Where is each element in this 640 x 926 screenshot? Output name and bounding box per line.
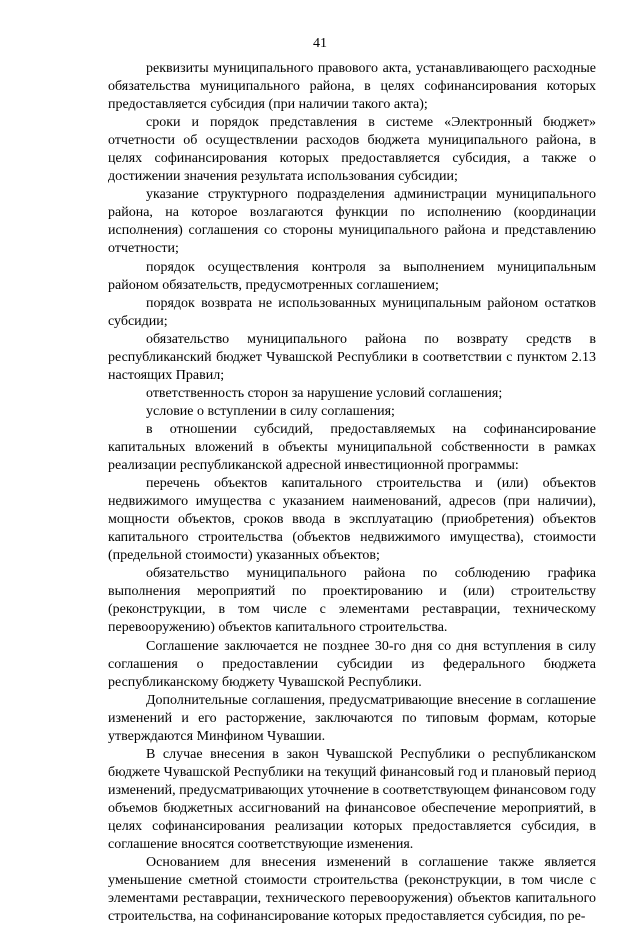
document-body [108,60,596,926]
paragraph-schedule-obligation: обязательство муниципального района по соблюдению графика выполнения мероприятий по проектированию и (или) строительству (реконструкции, в том числе с элементами реставрации, техническому перевооружению) объектов капитального строительства. [108,566,596,636]
paragraph-refund-obligation: обязательство муниципального района по возврату средств в республиканский бюджет Чувашской Республики в соответствии с пунктом 2.13 настоящих Правил; [108,331,596,383]
paragraph-cost-reduction-basis: Основанием для внесения изменений в соглашение также является уменьшение сметной стоимости строительства (реконструкции, в том числе с элементами реставрации, технического перевооружения) объектов капитального строительства, на софинансирование которых предоставляется субсидия, по ре- [108,855,596,925]
paragraph-additional-agreements: Дополнительные соглашения, предусматривающие внесение в соглашение изменений и его расторжение, заключаются по типовым формам, которые утверждаются Минфином Чувашии. [108,692,596,744]
paragraph-control-procedure: порядок осуществления контроля за выполнением муниципальным районом обязательств, предусмотренных соглашением; [108,259,596,293]
page-number: 41 [313,36,327,51]
paragraph-reporting-terms: сроки и порядок представления в системе «Электронный бюджет» отчетности об осуществлении расходов бюджета муниципального района, в целях софинансирования которых предоставляется субсидия, а также о достижении значения результата использования субсидии; [108,115,596,185]
paragraph-legal-act-details: реквизиты муниципального правового акта, устанавливающего расходные обязательства муниципального района, в целях софинансирования которых предоставляется субсидия (при наличии такого акта); [108,61,596,113]
paragraph-budget-law-changes: В случае внесения в закон Чувашской Республики о республиканском бюджете Чувашской Республики на текущий финансовый год и плановый период изменений, предусматривающих уточнение в соответствующем финансовом году объемов бюджетных ассигнований на финансовое обеспечение мероприятий, в целях софинансирования реализации которых предоставляется субсидия, в соглашение вносятся соответствующие изменения. [108,746,596,853]
paragraph-responsible-unit: указание структурного подразделения администрации муниципального района, на которое возлагаются функции по исполнению (координации исполнения) соглашения со стороны муниципального района и представлению отчетности; [108,187,596,257]
paragraph-entry-into-force: условие о вступлении в силу соглашения; [146,403,395,419]
paragraph-responsibility: ответственность сторон за нарушение условий соглашения; [146,385,503,401]
paragraph-objects-list: перечень объектов капитального строительства и (или) объектов недвижимого имущества с указанием наименований, адресов (при наличии), мощности объектов, сроков ввода в эксплуатацию (приобретения) объектов капитального строительства (объектов недвижимого имущества), стоимости (предельной стоимости) указанных объектов; [108,476,596,564]
paragraph-return-procedure: порядок возврата не использованных муниципальным районом остатков субсидии; [108,295,596,329]
paragraph-agreement-deadline: Соглашение заключается не позднее 30-го дня со дня вступления в силу соглашения о предоставлении субсидии из федерального бюджета республиканскому бюджету Чувашской Республики. [108,638,596,690]
paragraph-capital-investments: в отношении субсидий, предоставляемых на софинансирование капитальных вложений в объекты муниципальной собственности в рамках реализации республиканской адресной инвестиционной программы: [108,421,596,474]
